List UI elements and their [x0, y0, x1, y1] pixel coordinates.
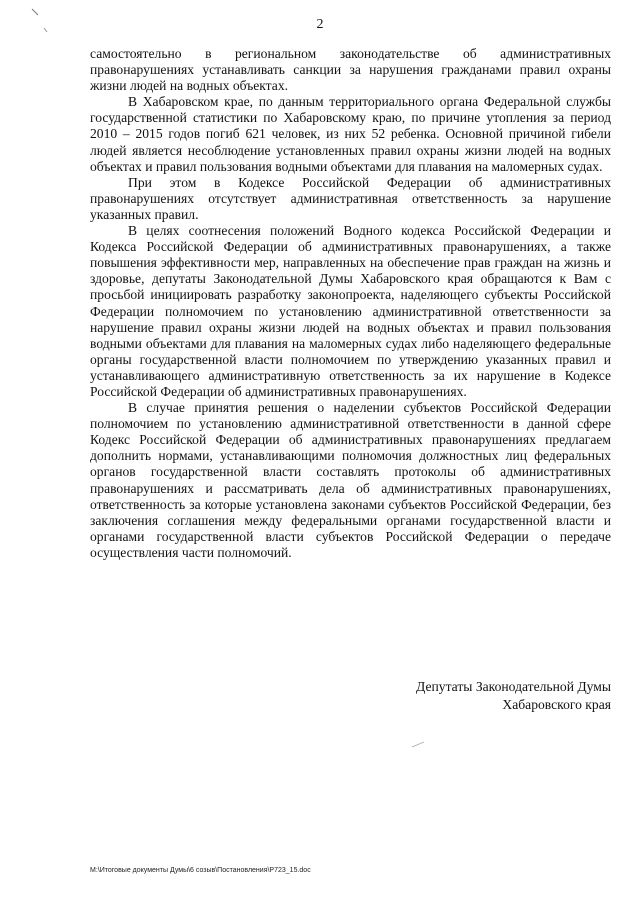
paragraph-5: В случае принятия решения о наделении субъектов Российской Федерации полномочием по установлению административной ответственности в данной сфере Кодекс Российской Федерации об административных правонарушениях предлагаем дополнить нормами, устанавливающими полномочия должностных лиц федеральных органов государственной власти составлять протоколы об административных правонарушениях и рассматривать дела об административных правонарушениях, ответственность за которые установлена законами субъектов Российской Федерации, без заключения соглашения между федеральными органами государственной власти и органами государственной власти субъектов Российской Федерации о передаче осуществления части полномочий.	[90, 400, 611, 560]
paragraph-4: В целях соотнесения положений Водного кодекса Российской Федерации и Кодекса Российской Федерации об административных правонарушениях, а также повышения эффективности мер, направленных на обеспечение прав граждан на жизнь и здоровье, депутаты Законодательной Думы Хабаровского края обращаются к Вам с просьбой инициировать разработку законопроекта, наделяющего субъекты Российской Федерации полномочием по установлению административной ответственности за нарушение правил охраны жизни людей на водных объектах и правил пользования водными объектами для плавания на маломерных судах либо наделяющего федеральные органы государственной власти полномочием по утверждению указанных правил и устанавливающего административную ответственность за их нарушение в Кодексе Российской Федерации об административных правонарушениях.	[90, 223, 611, 399]
signature-line-2: Хабаровского края	[502, 697, 611, 712]
paragraph-3: При этом в Кодексе Российской Федерации об административных правонарушениях отсутствует административная ответственность за нарушение указанных правил.	[90, 174, 611, 222]
signature-block	[416, 678, 611, 714]
paragraph-1: самостоятельно в региональном законодательстве об административных правонарушениях устанавливать санкции за нарушения гражданами правил охраны жизни людей на водных объектах.	[90, 46, 611, 94]
letter-body	[90, 46, 611, 561]
paragraph-2: В Хабаровском крае, по данным территориального органа Федеральной службы государственной статистики по Хабаровскому краю, по причине утопления за период 2010 – 2015 годов погиб 621 человек, из них 52 ребенка. Основной причиной гибели людей является несоблюдение установленных правил охраны жизни людей на водных объектах и правил пользования водными объектами для плавания на маломерных судах.	[90, 94, 611, 174]
scan-mark-top-left	[30, 6, 50, 38]
scan-mark-middle	[410, 738, 430, 750]
file-path-footer: M:\Итоговые документы Думы\6 созыв\Постановления\P723_15.doc	[90, 867, 311, 874]
page-number: 2	[316, 17, 324, 32]
signature-line-1: Депутаты Законодательной Думы	[416, 679, 611, 694]
